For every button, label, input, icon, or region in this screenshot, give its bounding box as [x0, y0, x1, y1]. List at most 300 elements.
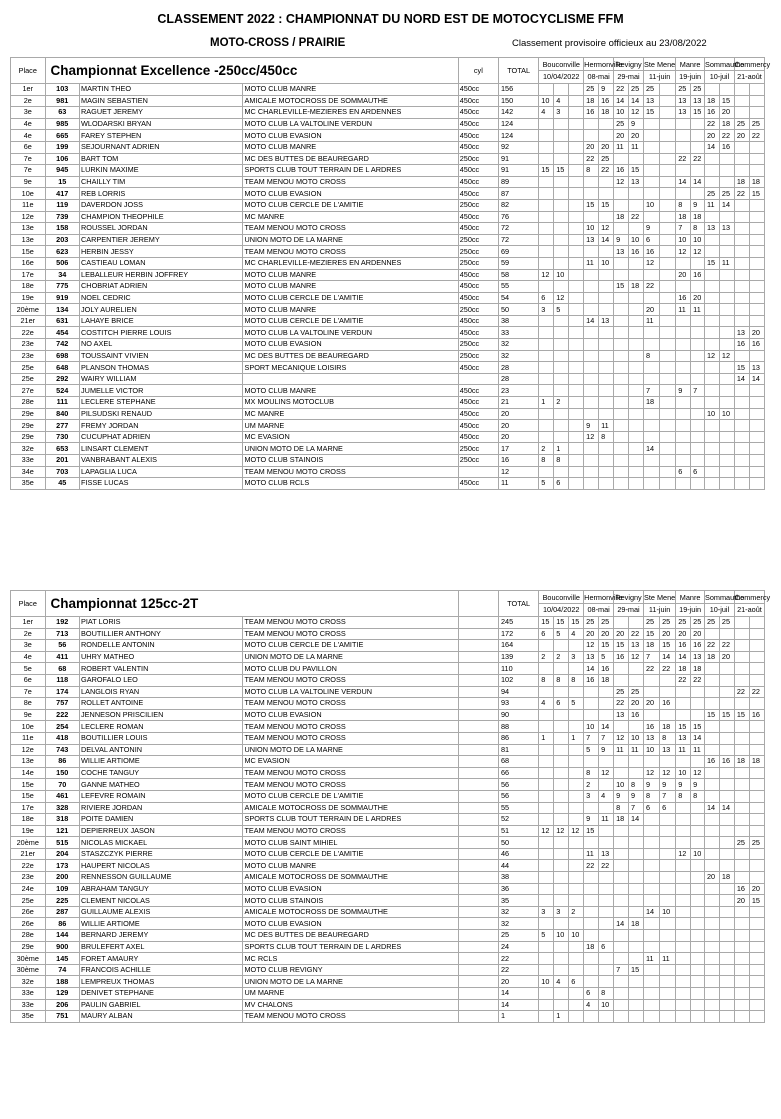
club-name: TEAM MENOU MOTO CROSS [243, 628, 458, 640]
score-cell: 18 [691, 663, 705, 675]
score-cell: 14 [691, 176, 705, 188]
score-cell: 16 [676, 292, 691, 304]
rider-name: CUCUPHAT ADRIEN [80, 431, 243, 443]
rider-number: 287 [45, 906, 80, 918]
club-name: MOTO CLUB MANRE [243, 385, 458, 397]
rider-name: ROUSSEL JORDAN [80, 223, 243, 235]
score-cell [554, 339, 569, 351]
club-name: TEAM MENOU MOTO CROSS [243, 732, 458, 744]
rider-number: 328 [45, 802, 80, 814]
score-cell: 6 [691, 466, 705, 478]
score-cell [554, 883, 569, 895]
event-header [584, 591, 623, 617]
score-cell [719, 362, 734, 374]
score-cell [704, 767, 719, 779]
score-cell [569, 292, 584, 304]
score-cell [629, 304, 644, 316]
rider-name: FAREY STEPHEN [80, 130, 243, 142]
table-row [11, 292, 765, 304]
place-cell: 23e [11, 872, 46, 884]
rider-name: MAGIN SEBASTIEN [80, 95, 243, 107]
score-cell [691, 698, 705, 710]
score-cell: 13 [614, 246, 629, 258]
score-cell: 15 [599, 199, 614, 211]
rider-name: CASTIEAU LOMAN [80, 257, 243, 269]
score-cell: 6 [676, 466, 691, 478]
score-cell [734, 802, 749, 814]
place-cell: 11e [11, 732, 46, 744]
score-cell: 6 [584, 988, 599, 1000]
score-cell [614, 327, 629, 339]
score-cell [569, 257, 584, 269]
rider-number: 730 [45, 431, 80, 443]
score-cell [554, 141, 569, 153]
event-header [643, 58, 675, 84]
place-cell: 21er [11, 315, 46, 327]
score-cell [643, 848, 659, 860]
table-row [11, 790, 765, 802]
table-row [11, 257, 765, 269]
rider-number: 418 [45, 732, 80, 744]
score-cell [660, 362, 676, 374]
score-cell: 12 [643, 257, 659, 269]
score-cell [676, 339, 691, 351]
score-cell: 20 [676, 628, 691, 640]
score-cell [629, 895, 644, 907]
score-cell: 8 [660, 732, 676, 744]
rider-number: 665 [45, 130, 80, 142]
score-cell: 5 [569, 698, 584, 710]
club-name: MOTO CLUB CERCLE DE L'AMITIE [243, 848, 458, 860]
score-cell [614, 420, 629, 432]
score-cell [539, 814, 554, 826]
club-name: MC EVASION [243, 756, 458, 768]
score-cell [691, 327, 705, 339]
place-cell: 33e [11, 455, 46, 467]
score-cell [599, 176, 614, 188]
cylinder-cell [458, 976, 498, 988]
rider-number: 34 [45, 269, 80, 281]
rider-name: PLANSON THOMAS [80, 362, 243, 374]
total-points: 56 [499, 779, 539, 791]
rider-name: PILSUDSKI RENAUD [80, 408, 243, 420]
score-cell: 13 [676, 732, 691, 744]
score-cell [569, 176, 584, 188]
score-cell [599, 756, 614, 768]
score-cell [704, 941, 719, 953]
table-row [11, 107, 765, 119]
score-cell: 11 [584, 257, 599, 269]
rider-number: 648 [45, 362, 80, 374]
score-cell [599, 385, 614, 397]
score-cell: 13 [676, 95, 691, 107]
rider-name: CHAMPION THEOPHILE [80, 211, 243, 223]
score-cell: 5 [539, 478, 554, 490]
table-row [11, 860, 765, 872]
rider-number: 524 [45, 385, 80, 397]
score-cell [734, 292, 749, 304]
score-cell: 18 [704, 651, 719, 663]
score-cell [704, 628, 719, 640]
score-cell: 10 [554, 269, 569, 281]
score-cell [629, 872, 644, 884]
score-cell [629, 663, 644, 675]
total-points: 245 [499, 617, 539, 629]
rider-name: COSTITCH PIERRE LOUIS [80, 327, 243, 339]
rider-number: 900 [45, 941, 80, 953]
score-cell [584, 339, 599, 351]
total-points: 72 [499, 234, 539, 246]
score-cell: 20 [676, 269, 691, 281]
rider-number: 739 [45, 211, 80, 223]
score-cell [629, 443, 644, 455]
score-cell [749, 999, 764, 1011]
score-cell [749, 165, 764, 177]
score-cell [614, 373, 629, 385]
total-points: 86 [499, 732, 539, 744]
score-cell: 7 [660, 790, 676, 802]
score-cell [704, 165, 719, 177]
championship-title: Championnat 125cc-2T [45, 591, 458, 617]
score-cell [614, 466, 629, 478]
score-cell [554, 860, 569, 872]
rider-number: 109 [45, 883, 80, 895]
score-cell: 7 [584, 732, 599, 744]
place-cell: 3e [11, 640, 46, 652]
score-cell: 6 [554, 698, 569, 710]
score-cell [704, 964, 719, 976]
cylinder-cell: 250cc [458, 443, 498, 455]
place-cell: 13e [11, 223, 46, 235]
total-points: 12 [499, 466, 539, 478]
score-cell: 4 [569, 628, 584, 640]
place-cell: 22e [11, 327, 46, 339]
score-cell [691, 756, 705, 768]
score-cell [749, 825, 764, 837]
score-cell [749, 976, 764, 988]
score-cell [554, 373, 569, 385]
total-points: 91 [499, 153, 539, 165]
score-cell: 11 [676, 304, 691, 316]
place-cell: 18e [11, 814, 46, 826]
score-cell [691, 1011, 705, 1023]
score-cell [584, 964, 599, 976]
score-cell [614, 339, 629, 351]
total-points: 88 [499, 721, 539, 733]
score-cell [554, 315, 569, 327]
score-cell [691, 165, 705, 177]
score-cell [554, 790, 569, 802]
score-cell [734, 988, 749, 1000]
score-cell [554, 872, 569, 884]
rider-name: WILLIE ARTIOME [80, 918, 243, 930]
rider-number: 121 [45, 825, 80, 837]
rider-number: 173 [45, 860, 80, 872]
score-cell [734, 628, 749, 640]
place-cell: 28e [11, 930, 46, 942]
rider-name: LINSART CLEMENT [80, 443, 243, 455]
score-cell: 25 [643, 617, 659, 629]
club-name: MOTO CLUB MANRE [243, 269, 458, 281]
cylinder-cell: 450cc [458, 188, 498, 200]
score-cell [643, 895, 659, 907]
score-cell [554, 153, 569, 165]
score-cell [719, 906, 734, 918]
score-cell [599, 698, 614, 710]
score-cell [676, 802, 691, 814]
event-name: Bouconville [539, 592, 583, 604]
score-cell [629, 478, 644, 490]
score-cell: 14 [719, 199, 734, 211]
score-cell [614, 257, 629, 269]
score-cell: 16 [584, 107, 599, 119]
score-cell [749, 953, 764, 965]
score-cell: 12 [584, 640, 599, 652]
score-cell [584, 281, 599, 293]
score-cell [599, 825, 614, 837]
score-cell [660, 269, 676, 281]
score-cell [734, 478, 749, 490]
club-name: MOTO CLUB CERCLE DE L'AMITIE [243, 199, 458, 211]
score-cell: 20 [719, 651, 734, 663]
score-cell [569, 420, 584, 432]
table-row [11, 964, 765, 976]
score-cell [569, 95, 584, 107]
score-cell [749, 408, 764, 420]
rider-name: PIAT LORIS [80, 617, 243, 629]
table-125cc-2t [10, 590, 771, 1023]
score-cell [599, 292, 614, 304]
score-cell [599, 327, 614, 339]
score-cell: 18 [749, 176, 764, 188]
score-cell [719, 964, 734, 976]
score-cell [660, 350, 676, 362]
score-cell [660, 872, 676, 884]
table-row [11, 327, 765, 339]
score-cell: 11 [599, 420, 614, 432]
total-points: 93 [499, 698, 539, 710]
score-cell: 18 [643, 640, 659, 652]
score-cell [539, 872, 554, 884]
cylinder-cell [458, 640, 498, 652]
rider-number: 206 [45, 999, 80, 1011]
total-points: 28 [499, 362, 539, 374]
score-cell [599, 918, 614, 930]
score-cell [539, 953, 554, 965]
score-cell [569, 848, 584, 860]
score-cell [554, 176, 569, 188]
score-cell [704, 906, 719, 918]
score-cell [569, 269, 584, 281]
score-cell: 6 [643, 802, 659, 814]
score-cell: 13 [660, 744, 676, 756]
score-cell [629, 315, 644, 327]
cylinder-cell [458, 779, 498, 791]
score-cell [704, 848, 719, 860]
score-cell: 15 [643, 628, 659, 640]
club-name: MX MOULINS MOTOCLUB [243, 397, 458, 409]
score-cell [614, 153, 629, 165]
score-cell [704, 269, 719, 281]
rider-number: 318 [45, 814, 80, 826]
score-cell [629, 292, 644, 304]
event-header [704, 58, 745, 84]
score-cell [569, 408, 584, 420]
rider-name: RONDELLE ANTONIN [80, 640, 243, 652]
score-cell: 13 [676, 107, 691, 119]
score-cell: 7 [643, 651, 659, 663]
score-cell [614, 895, 629, 907]
score-cell [614, 408, 629, 420]
score-cell [676, 860, 691, 872]
score-cell [643, 1011, 659, 1023]
score-cell: 16 [691, 269, 705, 281]
score-cell [749, 617, 764, 629]
score-cell [676, 872, 691, 884]
score-cell [643, 211, 659, 223]
score-cell [554, 941, 569, 953]
score-cell [719, 953, 734, 965]
score-cell [584, 385, 599, 397]
score-cell [614, 397, 629, 409]
rider-name: LANGLOIS RYAN [80, 686, 243, 698]
club-name: MC DES BUTTES DE BEAUREGARD [243, 930, 458, 942]
score-cell [569, 709, 584, 721]
score-cell: 12 [719, 350, 734, 362]
club-name: MOTO CLUB SAINT MIHIEL [243, 837, 458, 849]
score-cell [749, 84, 764, 96]
table-row [11, 628, 765, 640]
event-name: Hermonville [584, 60, 623, 69]
score-cell [749, 153, 764, 165]
score-cell: 14 [643, 443, 659, 455]
score-cell [719, 455, 734, 467]
place-cell: 12e [11, 211, 46, 223]
score-cell [749, 663, 764, 675]
score-cell [643, 455, 659, 467]
cylinder-cell: 250cc [458, 350, 498, 362]
score-cell [704, 304, 719, 316]
score-cell: 16 [704, 756, 719, 768]
score-cell [691, 443, 705, 455]
score-cell: 10 [599, 257, 614, 269]
rider-name: RENNESSON GUILLAUME [80, 872, 243, 884]
score-cell [660, 257, 676, 269]
score-cell [643, 408, 659, 420]
club-name: TEAM MENOU MOTO CROSS [243, 698, 458, 710]
score-cell: 20 [734, 130, 749, 142]
score-cell [734, 165, 749, 177]
score-cell [584, 130, 599, 142]
rider-name: GUILLAUME ALEXIS [80, 906, 243, 918]
score-cell: 25 [719, 188, 734, 200]
place-cell: 12e [11, 744, 46, 756]
score-cell: 22 [749, 686, 764, 698]
score-cell [660, 848, 676, 860]
score-cell [554, 408, 569, 420]
cylinder-cell [458, 860, 498, 872]
document-subtitle: MOTO-CROSS / PRAIRIE [210, 37, 346, 49]
cylinder-cell [458, 814, 498, 826]
score-cell [629, 721, 644, 733]
score-cell [719, 930, 734, 942]
club-name: MOTO CLUB CERCLE DE L'AMITIE [243, 292, 458, 304]
place-cell: 16e [11, 257, 46, 269]
score-cell: 11 [660, 953, 676, 965]
total-points: 56 [499, 790, 539, 802]
score-cell: 3 [569, 651, 584, 663]
rider-name: SEJOURNANT ADRIEN [80, 141, 243, 153]
place-cell: 19e [11, 292, 46, 304]
score-cell [584, 118, 599, 130]
score-cell [749, 698, 764, 710]
score-cell [704, 234, 719, 246]
score-cell [660, 315, 676, 327]
score-cell [569, 327, 584, 339]
score-cell [584, 953, 599, 965]
rider-number: 985 [45, 118, 80, 130]
score-cell [539, 918, 554, 930]
score-cell [660, 478, 676, 490]
score-cell [569, 988, 584, 1000]
score-cell [749, 964, 764, 976]
rider-name: BRULEFERT AXEL [80, 941, 243, 953]
score-cell [629, 848, 644, 860]
score-cell [629, 153, 644, 165]
score-cell [643, 362, 659, 374]
score-cell [629, 617, 644, 629]
score-cell [749, 257, 764, 269]
score-cell [643, 420, 659, 432]
score-cell [539, 130, 554, 142]
score-cell [569, 397, 584, 409]
rider-number: 106 [45, 153, 80, 165]
event-header [643, 591, 675, 617]
total-points: 16 [499, 455, 539, 467]
table-row [11, 141, 765, 153]
event-header [676, 58, 705, 84]
score-cell [643, 269, 659, 281]
score-cell [614, 906, 629, 918]
score-cell: 1 [539, 732, 554, 744]
score-cell: 5 [554, 304, 569, 316]
score-cell [569, 721, 584, 733]
event-header [734, 591, 771, 617]
table-row [11, 431, 765, 443]
cylinder-cell: 450cc [458, 211, 498, 223]
score-cell [719, 674, 734, 686]
place-cell: 14e [11, 767, 46, 779]
score-cell [704, 895, 719, 907]
score-cell [554, 385, 569, 397]
rider-number: 981 [45, 95, 80, 107]
score-cell [660, 223, 676, 235]
score-cell [539, 211, 554, 223]
table-row [11, 976, 765, 988]
club-name: UNION MOTO DE LA MARNE [243, 976, 458, 988]
score-cell [704, 420, 719, 432]
score-cell [629, 906, 644, 918]
event-name: Hermonville [584, 593, 623, 602]
score-cell [691, 420, 705, 432]
cylinder-cell [458, 790, 498, 802]
score-cell: 2 [554, 397, 569, 409]
place-cell: 7e [11, 153, 46, 165]
table-row [11, 95, 765, 107]
score-cell [660, 860, 676, 872]
score-cell [719, 269, 734, 281]
score-cell: 18 [660, 721, 676, 733]
